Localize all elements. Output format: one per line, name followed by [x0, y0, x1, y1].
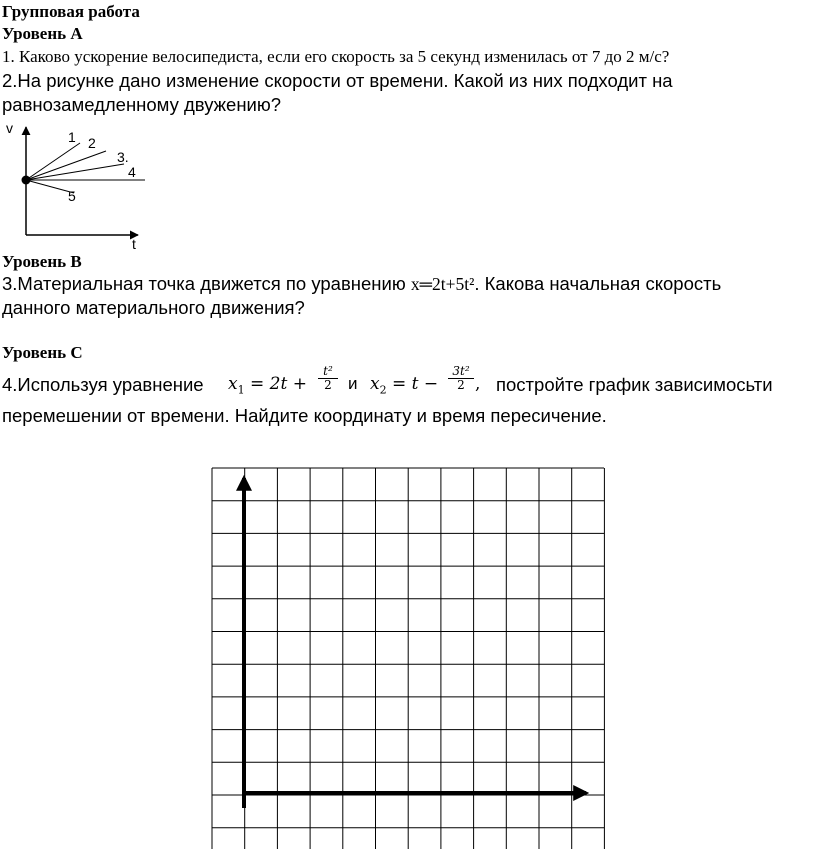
- eq2-rhs: = t −: [392, 374, 439, 394]
- graph-line-label-4: 4: [128, 164, 136, 180]
- eq1-denominator: 2: [324, 378, 332, 392]
- page-title: Групповая работа: [2, 2, 140, 21]
- graph-line-label-3: 3.: [117, 149, 129, 165]
- question-3-line-2: данного материального движения?: [2, 297, 305, 318]
- eq1-numerator: t²: [318, 365, 338, 379]
- v-axis-label: v: [6, 120, 13, 136]
- graph-line-label-2: 2: [88, 135, 96, 151]
- question-3-prefix: 3.Материальная точка движется по уравнению: [2, 273, 411, 294]
- eq2-comma: ,: [475, 374, 481, 394]
- question-3-equation: x═2t+5t²: [410, 274, 475, 294]
- eq1-lhs: x: [228, 374, 238, 394]
- question-4-suffix: постройте график зависимосьти: [496, 374, 773, 395]
- question-2-line-2: равнозамедленному двужению?: [2, 94, 282, 115]
- eq2-lhs: x: [370, 374, 380, 394]
- question-1: 1. Каково ускорение велосипедиста, если его скорость за 5 секунд изменилась от 7 до 2 м/с?: [2, 47, 670, 66]
- level-b-heading: Уровень В: [2, 252, 82, 271]
- equation-conjunction: и: [348, 374, 358, 393]
- question-3-suffix: . Какова начальная скорость: [474, 273, 722, 294]
- eq2-numerator: 3t²: [448, 365, 474, 379]
- eq2-subscript: 2: [379, 383, 387, 397]
- level-c-heading: Уровень С: [2, 343, 83, 362]
- question-2-line-1: 2.На рисунке дано изменение скорости от времени. Какой из них подходит на: [2, 70, 673, 91]
- question-4-line-2: перемешении от времени. Найдите координату и время пересичение.: [2, 405, 607, 426]
- graph-line-label-1: 1: [68, 129, 76, 145]
- level-a-heading: Уровень А: [2, 24, 83, 43]
- eq1-rhs: = 2t +: [250, 374, 307, 394]
- graph-line-label-5: 5: [68, 188, 76, 204]
- eq1-subscript: 1: [237, 383, 245, 397]
- t-axis-label: t: [132, 236, 136, 252]
- question-4-prefix: 4.Используя уравнение: [2, 374, 204, 395]
- eq2-denominator: 2: [457, 378, 465, 392]
